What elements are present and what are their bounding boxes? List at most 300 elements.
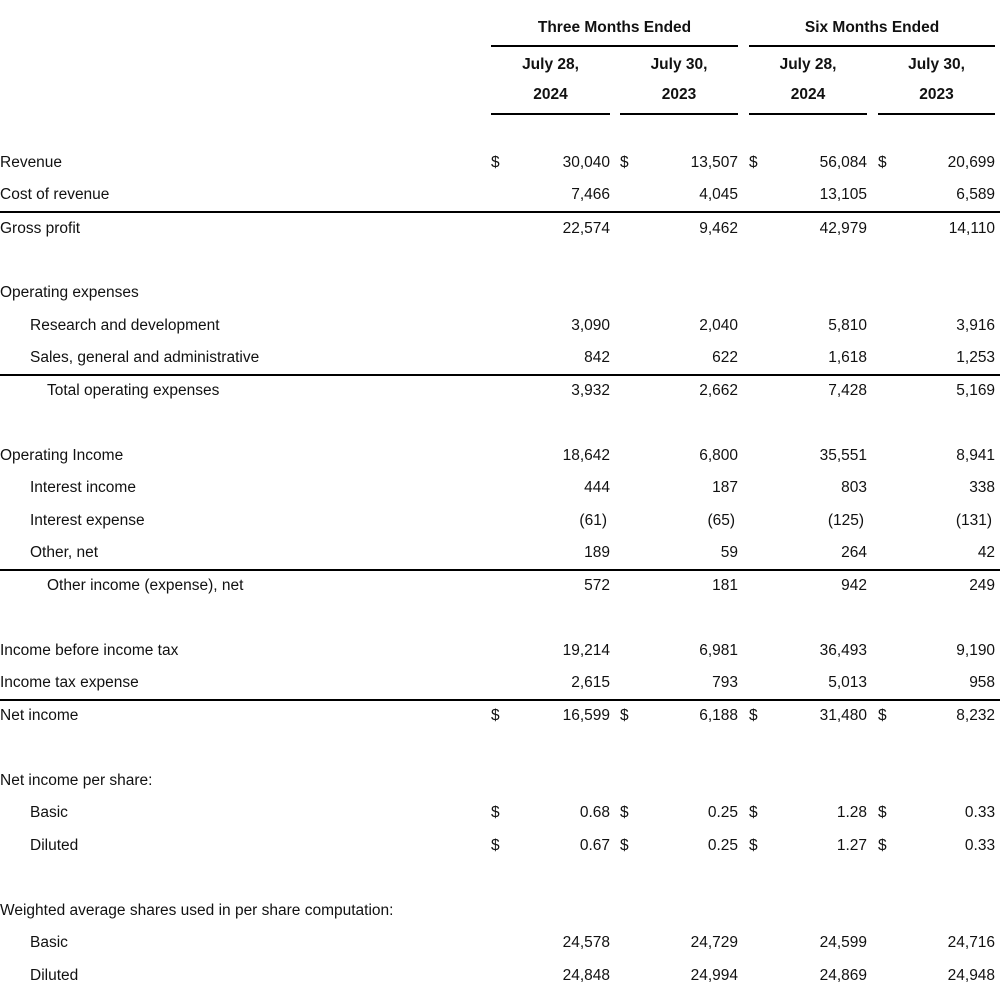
value-cell: 1.27 [836,836,868,854]
value-cell: (125) [827,511,865,529]
column-gap [867,212,878,245]
value-cell [525,895,610,928]
column-gap [738,147,749,180]
currency-cell [620,570,654,603]
value-cell [654,765,738,798]
value-cell: 35,551 [819,446,868,464]
row-label: Net income per share: [0,771,153,789]
table-row [0,830,1000,863]
currency-cell [491,505,525,538]
currency-cell [749,927,783,960]
value-cell: 1,618 [828,348,868,366]
currency-cell [491,212,525,245]
currency-cell [878,310,912,343]
currency-cell [749,212,783,245]
currency-cell [620,440,654,473]
currency-cell: $ [620,154,629,172]
column-gap [738,797,749,830]
value-cell: 249 [912,570,995,603]
currency-cell: $ [620,700,654,733]
table-row [0,277,1000,310]
currency-cell [878,505,912,538]
currency-cell [620,375,654,408]
table-row [0,440,1000,473]
currency-cell [620,667,654,700]
column-gap [738,180,749,213]
currency-cell [620,765,654,798]
spacer-cell [0,862,1000,895]
value-cell: 24,578 [562,934,610,952]
row-label: Sales, general and administrative [30,348,260,366]
value-cell: 59 [720,543,739,561]
period-group-header: Three Months Ended [491,0,738,46]
column-gap [738,505,749,538]
value-cell: 5,169 [912,375,995,408]
spacer-row [0,732,1000,765]
table-row [0,375,1000,408]
column-gap [738,667,749,700]
column-gap [867,667,878,700]
period-date-line2: 2023 [919,86,954,103]
currency-cell [749,472,783,505]
currency-cell [878,635,912,668]
value-cell [525,277,610,310]
row-label: Operating Income [0,446,124,464]
value-cell: 3,916 [956,316,996,334]
currency-cell [620,537,654,570]
currency-cell [749,635,783,668]
right-margin [995,667,1000,700]
right-margin [995,212,1000,245]
column-gap [867,180,878,213]
currency-cell [878,342,912,375]
period-group-header: Six Months Ended [749,0,995,46]
currency-cell [491,570,525,603]
currency-cell [491,375,525,408]
value-cell: 24,716 [947,934,996,952]
value-cell: 264 [841,543,868,561]
column-gap [738,700,749,733]
currency-cell [878,180,912,213]
value-cell: 7,466 [571,186,610,204]
value-cell: 24,848 [562,966,610,984]
right-margin [995,927,1000,960]
value-cell [783,895,867,928]
value-cell: 942 [783,570,867,603]
currency-cell [491,440,525,473]
currency-cell: $ [878,154,887,172]
spacer-row [0,407,1000,440]
currency-cell [491,765,525,798]
value-cell [525,765,610,798]
row-label: Basic [30,934,68,952]
value-cell [912,895,995,928]
right-margin [995,46,1000,114]
right-margin [995,797,1000,830]
currency-cell: $ [620,836,629,854]
column-gap [610,895,620,928]
currency-cell [878,927,912,960]
table-row [0,180,1000,213]
column-gap [738,570,749,603]
value-cell [654,895,738,928]
column-gap [867,830,878,863]
value-cell: 5,013 [828,673,868,691]
currency-cell: $ [878,700,912,733]
column-gap [610,830,620,863]
currency-cell [620,505,654,538]
period-date-line2: 2024 [533,86,568,103]
column-gap [867,765,878,798]
column-gap [610,505,620,538]
period-date-line1: July 30, [908,56,965,73]
spacer-row [0,114,1000,147]
value-cell: 0.68 [579,804,610,822]
currency-cell [878,277,912,310]
value-cell: 4,045 [699,186,739,204]
period-date-line2: 2024 [790,86,826,103]
column-gap [867,342,878,375]
currency-cell: $ [491,700,525,733]
column-gap [867,147,878,180]
value-cell: 6,981 [699,641,739,659]
currency-cell [878,537,912,570]
currency-cell [620,635,654,668]
currency-cell [620,927,654,960]
table-row [0,797,1000,830]
currency-cell [491,537,525,570]
table-header [0,0,1000,114]
currency-cell [878,667,912,700]
currency-cell [491,960,525,984]
value-cell: 6,589 [956,186,996,204]
value-cell [654,277,738,310]
value-cell: 793 [712,673,739,691]
currency-cell [749,342,783,375]
column-gap [867,472,878,505]
right-margin [995,570,1000,603]
column-gap [610,667,620,700]
currency-cell: $ [491,154,500,172]
column-gap [867,927,878,960]
value-cell: 18,642 [562,446,610,464]
column-gap [738,927,749,960]
value-cell: 7,428 [783,375,867,408]
column-gap [738,342,749,375]
currency-cell [749,570,783,603]
value-cell: 24,729 [690,934,739,952]
currency-cell [491,342,525,375]
currency-cell: $ [491,804,500,822]
value-cell: 1,253 [956,348,996,366]
value-cell: (131) [955,511,993,529]
row-label: Diluted [30,966,79,984]
column-gap [867,635,878,668]
currency-cell [749,277,783,310]
value-cell: 9,462 [654,212,738,245]
currency-cell: $ [491,836,500,854]
table-row [0,765,1000,798]
column-gap [738,960,749,984]
row-label: Total operating expenses [0,375,491,408]
spacer-row [0,862,1000,895]
value-cell [912,277,995,310]
column-gap [610,212,620,245]
column-gap [867,700,878,733]
value-cell: 24,948 [947,966,996,984]
period-date-row [0,46,1000,114]
column-gap [738,830,749,863]
right-margin [995,180,1000,213]
column-gap [738,277,749,310]
value-cell: 803 [841,479,868,497]
currency-cell [749,180,783,213]
currency-cell: $ [749,804,758,822]
value-cell: 24,994 [690,966,739,984]
value-cell: (61) [579,511,607,529]
currency-cell [749,310,783,343]
row-label: Diluted [30,836,79,854]
spacer-cell [0,732,1000,765]
value-cell: 36,493 [819,641,868,659]
column-gap [610,375,620,408]
value-cell: 0.25 [707,836,739,854]
row-label: Net income [0,700,491,733]
column-gap [738,895,749,928]
column-gap [738,310,749,343]
column-gap [867,310,878,343]
value-cell: 181 [654,570,738,603]
table-row [0,310,1000,343]
column-gap [610,927,620,960]
value-cell: 3,090 [571,316,610,334]
column-gap [610,537,620,570]
currency-cell [620,342,654,375]
currency-cell [491,927,525,960]
column-gap [738,46,749,114]
value-cell: 42 [977,543,996,561]
value-cell: 8,941 [956,446,996,464]
column-gap [867,375,878,408]
column-gap [610,342,620,375]
value-cell: 1.28 [836,804,868,822]
column-gap [610,147,620,180]
table-body [0,114,1000,984]
table-row [0,700,1000,733]
value-cell: 187 [712,479,739,497]
value-cell: 0.25 [707,804,739,822]
column-gap [867,505,878,538]
right-margin [995,537,1000,570]
column-gap [610,960,620,984]
period-date-line1: July 30, [650,56,708,73]
value-cell: 2,615 [571,673,610,691]
value-cell: 30,040 [562,154,610,172]
value-cell: 56,084 [819,154,868,172]
column-gap [738,0,749,46]
table-row [0,667,1000,700]
currency-cell [878,440,912,473]
value-cell: 42,979 [783,212,867,245]
currency-cell [749,375,783,408]
right-margin [995,342,1000,375]
column-gap [867,570,878,603]
table-row [0,342,1000,375]
value-cell: 19,214 [562,641,610,659]
spacer-cell [0,245,1000,278]
value-cell: 842 [584,348,610,366]
column-gap [738,537,749,570]
column-gap [738,440,749,473]
period-column-header [749,46,867,114]
label-column-header [0,0,491,46]
value-cell: 2,662 [654,375,738,408]
value-cell: 2,040 [699,316,739,334]
table-row [0,147,1000,180]
value-cell: 14,110 [912,212,995,245]
column-gap [867,797,878,830]
currency-cell [749,960,783,984]
value-cell: 338 [969,479,996,497]
currency-cell: $ [878,804,887,822]
value-cell: 5,810 [828,316,868,334]
column-gap [738,472,749,505]
currency-cell [491,180,525,213]
right-margin [995,440,1000,473]
column-gap [867,895,878,928]
right-margin [995,635,1000,668]
currency-cell [878,212,912,245]
table-row [0,960,1000,984]
currency-cell [749,440,783,473]
row-label: Other income (expense), net [0,570,491,603]
period-date-line2: 2023 [661,86,697,103]
value-cell: 6,188 [654,700,738,733]
value-cell [783,277,867,310]
column-gap [610,700,620,733]
value-cell: 16,599 [525,700,610,733]
row-label: Weighted average shares used in per share computation: [0,901,394,919]
value-cell: 958 [969,673,996,691]
value-cell: 3,932 [525,375,610,408]
value-cell: 24,599 [819,934,868,952]
label-column-header [0,46,491,114]
column-gap [610,797,620,830]
value-cell: 8,232 [912,700,995,733]
currency-cell [878,960,912,984]
value-cell: 444 [584,479,610,497]
period-column-header [878,46,995,114]
currency-cell [620,180,654,213]
column-gap [610,310,620,343]
currency-cell [749,765,783,798]
right-margin [995,505,1000,538]
currency-cell [749,505,783,538]
column-gap [610,180,620,213]
right-margin [995,375,1000,408]
value-cell: 0.33 [964,804,996,822]
currency-cell [749,895,783,928]
value-cell: 6,800 [699,446,739,464]
row-label: Research and development [30,316,220,334]
currency-cell [620,310,654,343]
value-cell [912,765,995,798]
right-margin [995,765,1000,798]
currency-cell [491,277,525,310]
column-gap [867,46,878,114]
period-group-row [0,0,1000,46]
table-row [0,570,1000,603]
currency-cell [491,667,525,700]
currency-cell [878,472,912,505]
column-gap [610,277,620,310]
value-cell: 13,507 [690,154,739,172]
currency-cell [620,960,654,984]
column-gap [610,440,620,473]
table-row [0,505,1000,538]
right-margin [995,472,1000,505]
table-row [0,472,1000,505]
table-row [0,212,1000,245]
column-gap [610,635,620,668]
column-gap [867,537,878,570]
currency-cell: $ [749,700,783,733]
value-cell: 572 [525,570,610,603]
value-cell: 189 [584,543,610,561]
period-date-line1: July 28, [779,56,837,73]
column-gap [610,765,620,798]
column-gap [738,375,749,408]
currency-cell [749,537,783,570]
value-cell: 22,574 [525,212,610,245]
row-label: Operating expenses [0,284,139,302]
row-label: Other, net [30,543,99,561]
currency-cell [491,895,525,928]
column-gap [610,570,620,603]
period-column-header [620,46,738,114]
currency-cell [749,667,783,700]
right-margin [995,700,1000,733]
currency-cell [491,310,525,343]
currency-cell [620,277,654,310]
value-cell: 31,480 [783,700,867,733]
value-cell: 622 [712,348,739,366]
currency-cell: $ [749,836,758,854]
value-cell: (65) [707,511,736,529]
value-cell: 20,699 [947,154,996,172]
right-margin [995,277,1000,310]
column-gap [738,635,749,668]
right-margin [995,310,1000,343]
row-label: Cost of revenue [0,186,110,204]
currency-cell [620,212,654,245]
spacer-row [0,245,1000,278]
row-label: Gross profit [0,212,491,245]
spacer-cell [0,602,1000,635]
column-gap [738,765,749,798]
right-margin [995,895,1000,928]
table-row [0,635,1000,668]
row-label: Basic [30,804,68,822]
row-label: Interest expense [30,511,145,529]
table-row [0,537,1000,570]
value-cell: 24,869 [819,966,868,984]
currency-cell [878,895,912,928]
column-gap [610,46,620,114]
value-cell: 13,105 [819,186,868,204]
column-gap [867,960,878,984]
value-cell: 0.33 [964,836,996,854]
